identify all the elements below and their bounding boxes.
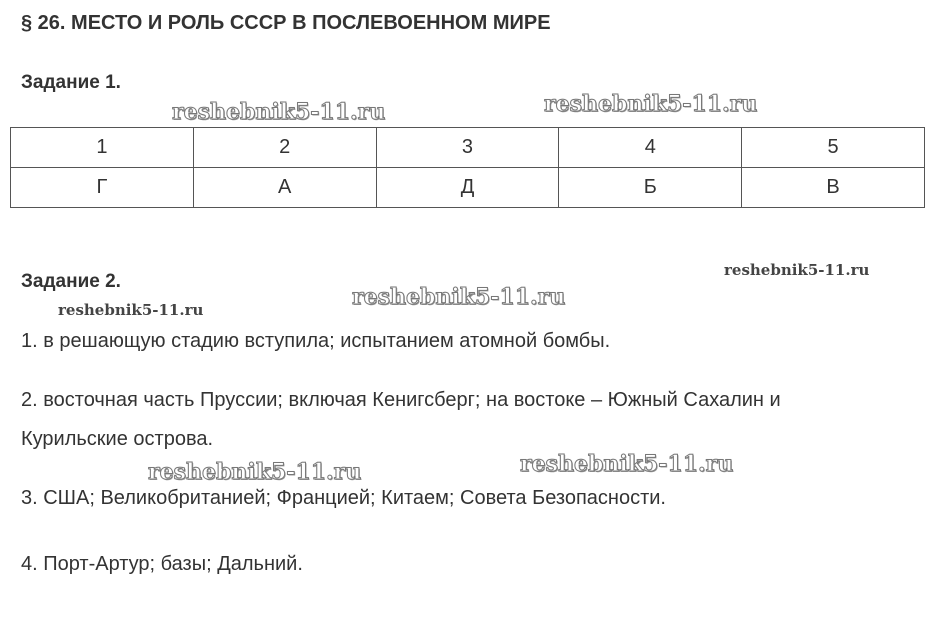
table-row-numbers	[11, 128, 925, 168]
answer-line-3: 3. США; Великобританией; Францией; Китаем; Совета Безопасности.	[21, 487, 666, 509]
task-2-heading: Задание 2.	[21, 271, 121, 292]
table-cell: Д	[376, 168, 559, 208]
table-cell: Б	[559, 168, 742, 208]
watermark: reshebnik5-11.ru	[724, 261, 870, 279]
task-1-heading: Задание 1.	[21, 72, 121, 93]
table-row-letters	[11, 168, 925, 208]
table-cell: 5	[742, 128, 925, 168]
answer-line-2-continued: Курильские острова.	[21, 428, 214, 450]
answer-line-1: 1. в решающую стадию вступила; испытанием атомной бомбы.	[21, 330, 611, 352]
table-cell: 4	[559, 128, 742, 168]
watermark: reshebnik5-11.ru	[352, 284, 566, 310]
table-cell: Г	[11, 168, 194, 208]
table-cell: 3	[376, 128, 559, 168]
watermark: reshebnik5-11.ru	[172, 99, 386, 125]
answer-line-2: 2. восточная часть Пруссии; включая Кенигсберг; на востоке – Южный Сахалин и	[21, 389, 781, 411]
watermark: reshebnik5-11.ru	[520, 451, 734, 477]
answers-table	[10, 127, 925, 208]
watermark: reshebnik5-11.ru	[148, 459, 362, 485]
watermark: reshebnik5-11.ru	[58, 301, 204, 319]
page-title: § 26. МЕСТО И РОЛЬ СССР В ПОСЛЕВОЕННОМ МИРЕ	[21, 12, 551, 34]
answer-line-4: 4. Порт-Артур; базы; Дальний.	[21, 553, 303, 575]
table-cell: 2	[193, 128, 376, 168]
watermark: reshebnik5-11.ru	[544, 91, 758, 117]
table-cell: В	[742, 168, 925, 208]
table-cell: 1	[11, 128, 194, 168]
table-cell: А	[193, 168, 376, 208]
